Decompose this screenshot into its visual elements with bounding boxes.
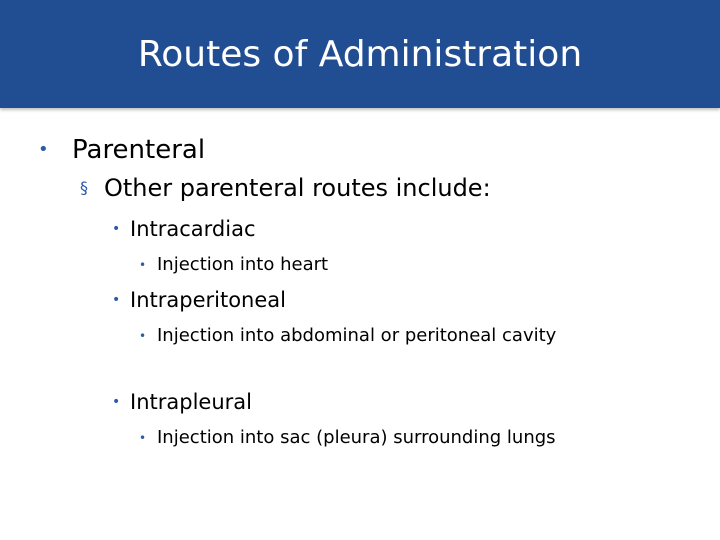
bullet-level4: • [139, 431, 147, 445]
bullet-level3: • [112, 221, 121, 237]
bullet-intraperitoneal: Intraperitoneal [130, 288, 286, 312]
bullet-level4: • [139, 329, 147, 343]
slide-title: Routes of Administration [137, 34, 583, 75]
bullet-intrapleural: Intrapleural [130, 390, 252, 414]
bullet-intracardiac: Intracardiac [130, 217, 256, 241]
bullet-level1: • [38, 139, 49, 160]
bullet-level4: • [139, 258, 147, 272]
bullet-injection-heart: Injection into heart [157, 254, 329, 275]
bullet-injection-abdominal: Injection into abdominal or peritoneal cavity [157, 325, 557, 346]
bullet-level3: • [112, 394, 121, 410]
bullet-injection-pleura: Injection into sac (pleura) surrounding lungs [157, 427, 556, 448]
bullet-level3: • [112, 292, 121, 308]
bullet-parenteral: Parenteral [72, 135, 206, 165]
bullet-level2: § [80, 178, 88, 197]
bullet-other-routes: Other parenteral routes include: [104, 174, 491, 202]
